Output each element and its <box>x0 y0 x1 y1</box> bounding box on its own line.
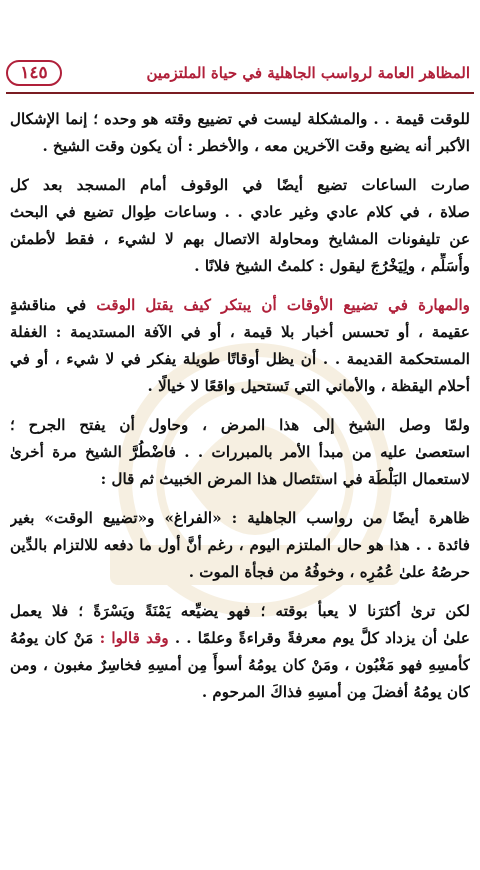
page-number: ١٤٥ <box>6 60 62 86</box>
header-divider <box>6 92 474 94</box>
text-line <box>10 625 470 652</box>
running-title: المظاهر العامة لرواسب الجاهلية في حياة الملتزمين <box>146 64 470 82</box>
text-line: لاستعمال البَلْطَة في استئصال هذا المرض الخبيث ثم قال : <box>100 470 470 488</box>
text-line: وأُسَلِّم ، ولِيَخْرُجَ ليقول : كلمتُ الشيخ فلانًا . <box>194 257 470 275</box>
paragraph-2 <box>10 172 470 280</box>
text-line: المستحكمة القديمة . . أن يظل أوقاتًا طويلة يفكر في لا شيء ، أو في <box>10 350 470 368</box>
highlighted-phrase: وقد قالوا : <box>99 629 175 647</box>
text-line: أحلام اليقظة ، والأماني التي تَستحيل واقعًا لا خيالًا . <box>147 377 470 395</box>
text-line: حرصُهُ علىٰ عُمُرِه ، وخوفُهُ من فجأة الموت . <box>188 563 470 581</box>
text-line: لكن ترىٰ أكثرَنا لا يعبأ بوقته ؛ فهو يضيِّعه يَمْنَةً ويَسْرَةً ؛ فلا يعمل <box>10 602 470 620</box>
paragraph-5 <box>10 505 470 586</box>
text-span: في مناقشةٍ <box>10 296 97 314</box>
text-line: عن تليفونات المشايخ ومحاولة الاتصال بهم لا لشيء ، فقط لأطمئن <box>10 230 470 248</box>
page-header <box>0 58 480 94</box>
text-line <box>10 292 470 319</box>
text-span: علىٰ أن يزداد كلَّ يوم معرفةً وقراءةً وعلمًا . . <box>174 629 470 647</box>
text-line: صارت الساعات تضيع أيضًا في الوقوف أمام المسجد بعد كل <box>10 176 470 194</box>
text-line: الأكبر أنه يضيع وقت الآخرين معه ، والأخطر : أن يكون وقت الشيخ . <box>42 137 470 155</box>
text-span: مَنْ كان يومُهُ <box>10 629 100 647</box>
text-line: كان يومُهُ أفضلَ مِن أمسِهِ فذاكَ المرحوم . <box>201 683 470 701</box>
text-line: صلاة ، في كلام عادي وغير عادي . . وساعات طِوال تضيع في البحث <box>10 203 470 221</box>
text-line: استعصىٰ عليه من مبدأ الأمر بالمبررات . . فاضْطُرَّ الشيخ مرة أخرىٰ <box>10 443 470 461</box>
highlighted-phrase: والمهارة في تضييع الأوقات أن يبتكر كيف يقتل الوقت <box>96 296 470 314</box>
page-body <box>10 106 470 718</box>
text-line: كأمسِهِ فهو مَغْبُون ، ومَنْ كان يومُهُ أسوأَ مِن أمسِهِ فخاسِرٌ مغبون ، ومن <box>10 656 470 674</box>
text-line: ولمّا وصل الشيخ إلى هذا المرض ، وحاول أن يفتح الجرح ؛ <box>10 416 470 434</box>
text-line: عقيمة ، أو تحسس أخبار بلا قيمة ، أو في الآفة المستديمة : الغفلة <box>10 323 470 341</box>
paragraph-6 <box>10 598 470 706</box>
text-line: ظاهرة أيضًا من رواسب الجاهلية : «الفراغ» و«تضييع الوقت» بغير <box>10 509 470 527</box>
text-line: فائدة . . هذا هو حال الملتزم اليوم ، رغم أنَّ أول ما دفعه للالتزام بالدِّين <box>10 536 470 554</box>
paragraph-1 <box>10 106 470 160</box>
paragraph-3 <box>10 292 470 400</box>
text-line: للوقت قيمة . . والمشكلة ليست في تضييع وقته هو وحده ؛ إنما الإشكال <box>10 110 470 128</box>
paragraph-4 <box>10 412 470 493</box>
